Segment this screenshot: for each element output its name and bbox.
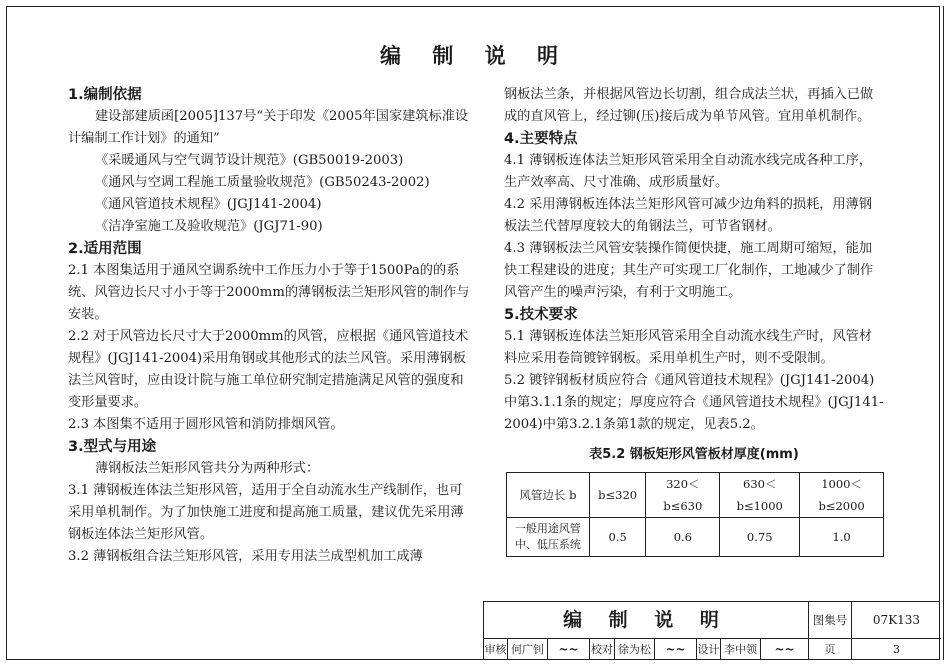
paragraph: 《采暖通风与空气调节设计规范》(GB50019-2003) <box>95 153 404 168</box>
table-header-cell: 1000＜b≤2000 <box>800 473 884 518</box>
left-column <box>68 84 470 568</box>
designer-name: 李中领 <box>721 639 761 660</box>
paragraph: 3.1 薄钢板连体法兰矩形风管，适用于全自动流水生产线制作，也可采用单机制作。为了加快施工进度和提高施工质量，建议优先采用薄钢板连体法兰矩形风管。 <box>68 483 464 542</box>
table-cell: 1.0 <box>800 518 884 557</box>
paragraph: 4.3 薄钢板法兰风管安装操作简便快捷，施工周期可缩短，能加快工程建设的进度；其生产可实现工厂化制作，工地减少了制作风管产生的噪声污染，有利于文明施工。 <box>504 241 874 300</box>
paragraph: 《通风管道技术规程》(JGJ141-2004) <box>95 197 322 212</box>
review-label: 审核 <box>484 639 508 660</box>
signature-row <box>484 639 941 660</box>
checker-signature: ~~ <box>655 639 697 660</box>
paragraph: 2.3 本图集不适用于圆形风管和消防排烟风管。 <box>68 417 344 432</box>
page-title: 编 制 说 明 <box>380 44 570 68</box>
right-text-flow <box>504 84 884 436</box>
table-header-cell: 风管边长 b <box>507 473 590 518</box>
paragraph: 《通风与空调工程施工质量验收规范》(GB50243-2002) <box>95 175 430 190</box>
table-cell: 0.5 <box>589 518 646 557</box>
paragraph: 钢板法兰条，并根据风管边长切割，组合成法兰状，再插入已做成的直风管上，经过铆(压)接后成为单节风管。宜用单机制作。 <box>504 87 874 124</box>
paragraph: 4.2 采用薄钢板连体法兰矩形风管可减少边角料的损耗，用薄钢板法兰代替厚度较大的角钢法兰，可节省钢材。 <box>504 197 873 234</box>
title-block-title: 编 制 说 明 <box>484 602 809 639</box>
table-caption: 表5.2 钢板矩形风管板材厚度(mm) <box>589 447 799 462</box>
paragraph: 3.2 薄钢板组合法兰矩形风管，采用专用法兰成型机加工成薄 <box>68 549 423 564</box>
section-heading: 5.技术要求 <box>504 307 578 323</box>
table-header-row <box>507 473 884 518</box>
table-cell: 0.75 <box>720 518 800 557</box>
paragraph: 2.2 对于风管边长尺寸大于2000mm的风管，应根据《通风管道技术规程》(JGJ141-2004)采用角钢或其他形式的法兰风管。采用薄钢板法兰风管时，应由设计院与施工单位研究制定措施满足风管的强度和变形量要求。 <box>68 329 469 410</box>
paragraph: 5.1 薄钢板连体法兰矩形风管采用全自动流水线生产时，风管材料应采用卷筒镀锌钢板。采用单机生产时，则不受限制。 <box>504 329 873 366</box>
paragraph: 2.1 本图集适用于通风空调系统中工作压力小于等于1500Pa的的系统、风管边长尺寸小于等于2000mm的薄钢板法兰矩形风管的制作与安装。 <box>68 263 470 322</box>
paragraph: 4.1 薄钢板连体法兰矩形风管采用全自动流水线完成各种工序，生产效率高、尺寸准确、成形质量好。 <box>504 153 873 190</box>
reviewer-name: 何广钊 <box>508 639 548 660</box>
right-column <box>504 84 884 557</box>
section-heading: 4.主要特点 <box>504 131 578 147</box>
checker-name: 徐为松 <box>615 639 655 660</box>
table-header-cell: 320＜b≤630 <box>646 473 720 518</box>
atlas-number-label: 图集号 <box>809 602 852 639</box>
title-block <box>483 601 940 659</box>
table-cell: 0.6 <box>646 518 720 557</box>
check-label: 校对 <box>590 639 615 660</box>
thickness-table <box>506 472 884 557</box>
atlas-number: 07K133 <box>852 602 941 639</box>
drawing-frame-right-edge <box>940 6 944 660</box>
designer-signature: ~~ <box>761 639 809 660</box>
section-heading: 2.适用范围 <box>68 241 142 257</box>
section-heading: 3.型式与用途 <box>68 439 157 455</box>
reviewer-signature: ~~ <box>548 639 590 660</box>
design-label: 设计 <box>697 639 721 660</box>
row-label-line-1: 一般用途风管 <box>514 522 581 535</box>
paragraph: 建设部建质函[2005]137号“关于印发《2005年国家建筑标准设计编制工作计划》的通知” <box>68 109 469 146</box>
row-label-line-2: 中、低压系统 <box>514 538 581 551</box>
table-row <box>507 518 884 557</box>
table-header-cell: 630＜b≤1000 <box>720 473 800 518</box>
section-heading: 1.编制依据 <box>68 87 142 103</box>
page-label: 页 <box>809 639 852 660</box>
table-row-label <box>507 518 590 557</box>
paragraph: 薄钢板法兰矩形风管共分为两种形式： <box>95 461 320 476</box>
page-number: 3 <box>893 643 900 656</box>
paragraph: 5.2 镀锌钢板材质应符合《通风管道技术规程》(JGJ141-2004)中第3.1.1条的规定；厚度应符合《通风管道技术规程》(JGJ141-2004)中第3.2.1条第1款的规定，见表5.2。 <box>504 373 884 432</box>
paragraph: 《洁净室施工及验收规范》(JGJ71-90) <box>95 219 323 234</box>
table-header-cell: b≤320 <box>589 473 646 518</box>
